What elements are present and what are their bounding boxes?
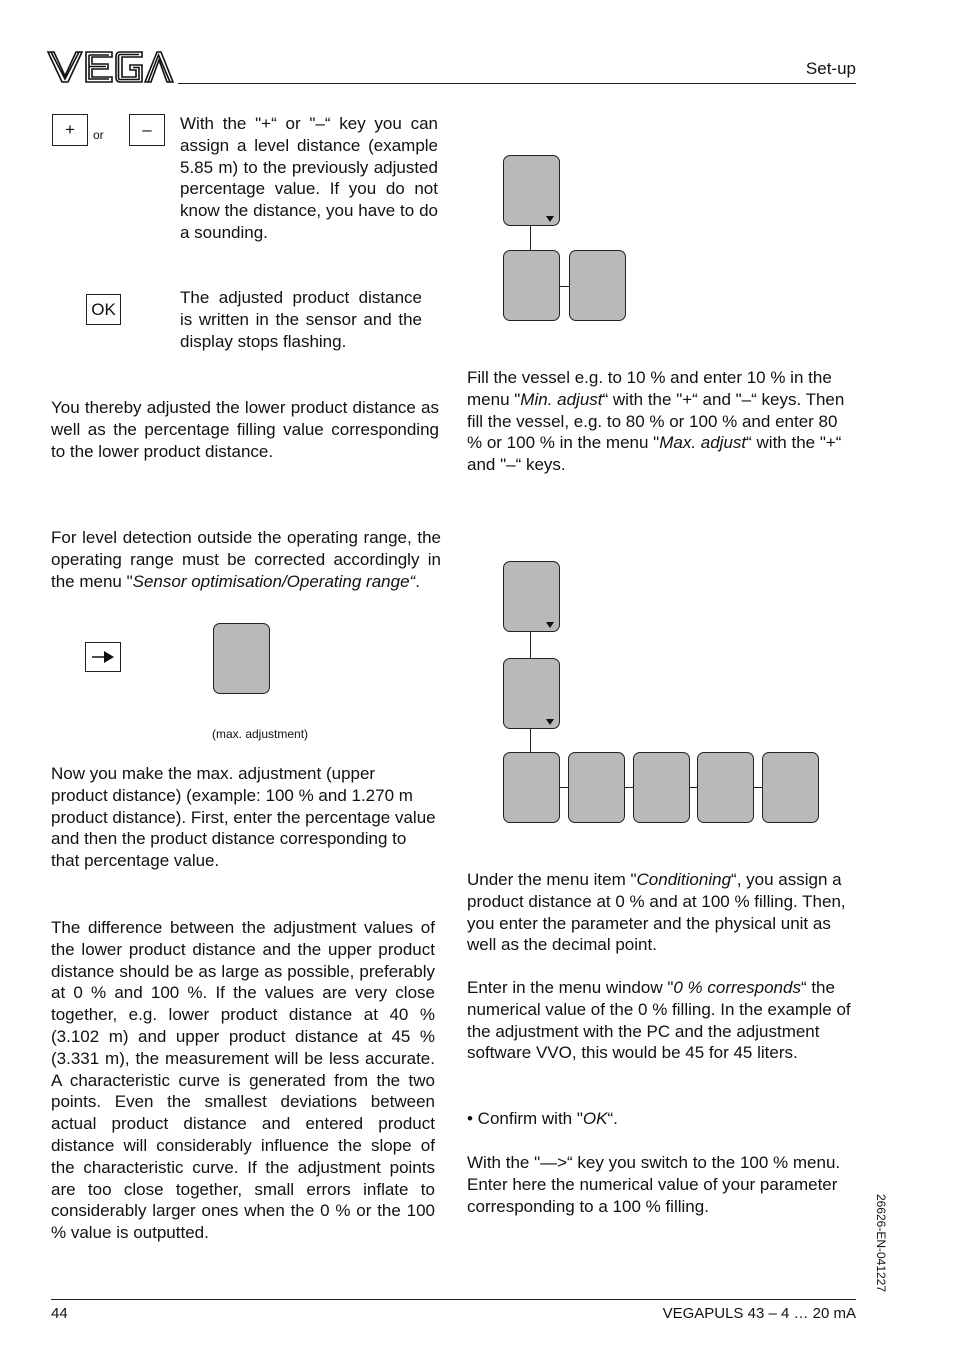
menu-connector-vertical <box>530 226 531 250</box>
fill-text-2: “ with the "+“ and "–“ keys. Then fill the vessel, e.g. to 80 % or 100 % and enter 80 % or 100 % in the menu " <box>467 389 845 453</box>
menu-connector-horizontal <box>690 787 697 788</box>
menu-panel-conditioning-5 <box>762 752 819 823</box>
document-code-vertical: 26626-EN-041227 <box>874 1193 888 1293</box>
header-rule <box>178 83 856 84</box>
paragraph-conditioning <box>467 869 852 956</box>
bullet-confirm-ok <box>467 1108 852 1130</box>
arrow-right-icon <box>90 649 116 665</box>
display-panel-max-adjust <box>213 623 270 694</box>
ok-key-label: OK <box>91 299 116 319</box>
conditioning-text-1: Under the menu item " <box>467 870 637 889</box>
level-detection-menu-name: Sensor optimisation/Operating range“ <box>132 571 416 591</box>
paragraph-adjustment-difference: The difference between the adjustment values of the lower product distance and the upper product distance should be as large as possible, preferably at 0 % and 100 %. If the values are very close together, e.g. lower product distance at 40 % (3.102 m) and upper product distance at 45 % (3.331 m), the measurement will be less accurate. A characteristic curve is generated from the two points. Even the smallest deviations between actual product distance and entered product distance will considerably influence the slope of the characteristic curve. If the adjustment points are too close together, small errors inflate to considerably larger ones when the 0 % or the 100 % value is outputted. <box>51 918 435 1243</box>
arrow-right-key <box>85 642 121 672</box>
confirm-ok-word: OK <box>582 1109 608 1128</box>
menu-panel-min-adjust <box>503 250 560 321</box>
confirm-text-2: “. <box>607 1109 618 1128</box>
confirm-text-1: • Confirm with " <box>467 1109 583 1128</box>
paragraph-level-detection <box>51 527 441 592</box>
menu-panel-level-1 <box>503 561 560 632</box>
menu-panel-top <box>503 155 560 226</box>
conditioning-menu-name: Conditioning <box>636 870 732 889</box>
menu-panel-max-adjust <box>569 250 626 321</box>
fill-menu-min-adjust: Min. adjust <box>520 389 603 409</box>
minus-key <box>129 114 165 146</box>
zero-percent-menu-name: 0 % corresponds <box>673 978 801 997</box>
level-detection-text: For level detection outside the operating range, the operating range must be corrected accordingly in the menu " <box>51 528 441 591</box>
caption-max-adjustment: (max. adjustment) <box>212 727 309 741</box>
paragraph-fill-vessel <box>467 367 852 476</box>
fill-menu-max-adjust: Max. adjust <box>659 433 747 453</box>
paragraph-zero-percent <box>467 977 854 1064</box>
or-label: or <box>93 128 104 142</box>
paragraph-lower-distance: You thereby adjusted the lower product distance as well as the percentage filling value corresponding to the lower product distance. <box>51 398 439 461</box>
footer-rule <box>51 1299 856 1300</box>
footer-product-name: VEGAPULS 43 – 4 … 20 mA <box>662 1305 856 1322</box>
ok-key <box>86 294 121 325</box>
header-section-title: Set-up <box>805 59 856 78</box>
page-number: 44 <box>51 1305 68 1322</box>
menu-down-arrow-icon <box>546 622 554 628</box>
menu-connector-horizontal <box>625 787 633 788</box>
plus-key <box>52 114 88 146</box>
menu-connector-vertical <box>530 729 531 752</box>
zero-percent-text-2: “ the numerical value of the 0 % filling. In the example of the adjustment with the PC and the adjustment software VVO, this would be 45 for 45 liters. <box>467 978 851 1063</box>
paragraph-max-adjustment: Now you make the max. adjustment (upper product distance) (example: 100 % and 1.270 m product distance). First, enter the percentage value and then the product distance corresponding to that percentage value. <box>51 764 436 871</box>
fill-text-1: Fill the vessel e.g. to 10 % and enter 10 % in the menu " <box>467 368 832 409</box>
menu-panel-conditioning-2 <box>568 752 625 823</box>
vega-logo <box>46 48 174 86</box>
zero-percent-text-1: Enter in the menu window " <box>467 978 674 997</box>
paragraph-ok: The adjusted product distance is written in the sensor and the display stops flashing. <box>180 288 422 351</box>
menu-connector-vertical <box>530 632 531 658</box>
menu-connector-horizontal <box>560 286 569 287</box>
plus-key-label: + <box>65 120 75 139</box>
menu-down-arrow-icon <box>546 216 554 222</box>
menu-panel-conditioning-4 <box>697 752 754 823</box>
menu-connector-horizontal <box>754 787 762 788</box>
level-detection-end: . <box>415 571 420 591</box>
paragraph-plus-minus: With the "+“ or "–“ key you can assign a level distance (example 5.85 m) to the previously adjusted percentage value. If you do not know the distance, you have to do a sounding. <box>180 114 438 242</box>
menu-panel-conditioning-1 <box>503 752 560 823</box>
conditioning-text-2: “, you assign a product distance at 0 % and at 100 % filling. Then, you enter the parameter and the physical unit as well as the decimal point. <box>467 870 846 955</box>
menu-panel-conditioning-3 <box>633 752 690 823</box>
minus-key-label: – <box>142 120 152 139</box>
menu-down-arrow-icon <box>546 719 554 725</box>
paragraph-switch-100: With the "—>“ key you switch to the 100 % menu. Enter here the numerical value of your parameter corresponding to a 100 % filling. <box>467 1153 841 1216</box>
menu-panel-level-2 <box>503 658 560 729</box>
menu-connector-horizontal <box>560 787 568 788</box>
vega-logo-icon <box>46 48 174 86</box>
fill-text-3: “ with the "+“ and "–“ keys. <box>467 433 842 475</box>
